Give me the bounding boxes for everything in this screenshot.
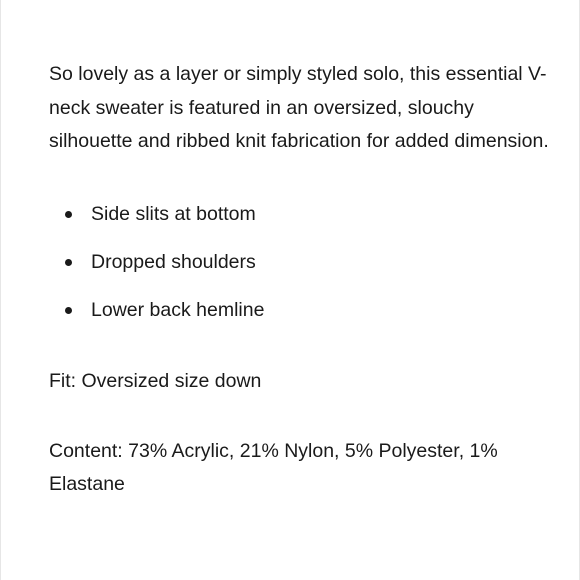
feature-text: Lower back hemline: [91, 298, 265, 321]
feature-item: [49, 294, 549, 328]
bullet-dot-icon: [65, 211, 72, 218]
bullet-dot-icon: [65, 259, 72, 266]
feature-item: [49, 246, 549, 280]
feature-text: Side slits at bottom: [91, 202, 256, 225]
fit-info: Fit: Oversized size down: [49, 370, 262, 392]
material-content: Content: 73% Acrylic, 21% Nylon, 5% Polyester, 1% Elastane: [49, 439, 498, 495]
feature-list: [49, 198, 549, 328]
feature-text: Dropped shoulders: [91, 250, 256, 273]
bullet-dot-icon: [65, 307, 72, 314]
product-description: [49, 58, 549, 502]
description-intro: So lovely as a layer or simply styled solo, this essential V-neck sweater is featured in an oversized, slouchy silhouette and ribbed knit fabrication for added dimension.: [49, 63, 549, 152]
feature-item: [49, 198, 549, 232]
